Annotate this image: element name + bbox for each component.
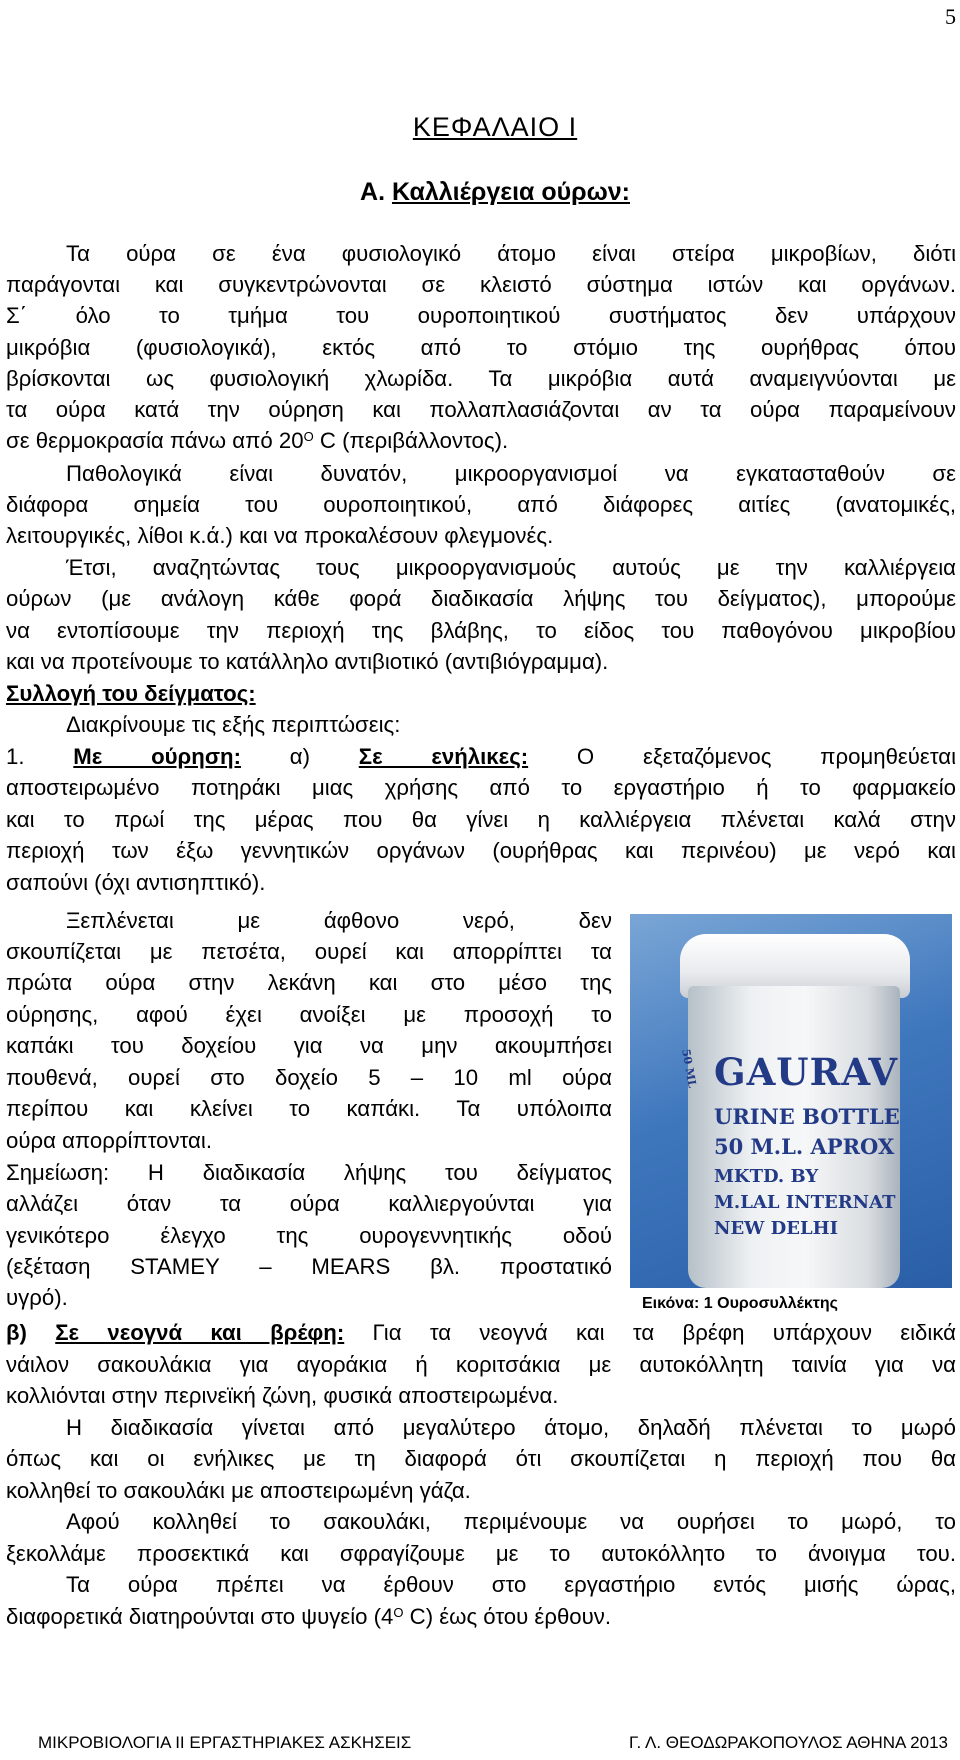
paragraph-line: να εντοπίσουμε την περιοχή της βλάβης, το είδος του παθογόνου μικροβίου	[6, 618, 956, 643]
temperature-unit: C (περιβάλλοντος).	[313, 428, 509, 453]
chapter-title: ΚΕΦΑΛΑΙΟ Ι	[412, 112, 578, 142]
paragraph-line: τα ούρα κατά την ούρηση και πολλαπλασιάζονται αν τα ούρα παραμείνουν	[6, 397, 956, 422]
paragraph-line: περιοχή των έξω γεννητικών οργάνων (ουρήθρας και περινέου) με νερό και	[6, 838, 956, 863]
paragraph-line: σαπούνι (όχι αντισηπτικό).	[6, 870, 266, 895]
subheading-sample-collection: Συλλογή του δείγματος:	[6, 681, 256, 706]
bottle-label-line: NEW DELHI	[714, 1218, 839, 1239]
section-title: Καλλιέργεια ούρων:	[391, 178, 630, 206]
paragraph-line: ξεκολλάμε προσεκτικά και σφραγίζουμε με το αυτοκόλλητο το άνοιγμα του.	[6, 1541, 956, 1566]
paragraph-line: Η διαδικασία γίνεται από μεγαλύτερο άτομο, δηλαδή πλένεται το μωρό	[66, 1415, 956, 1440]
section-prefix: Α.	[360, 178, 392, 206]
paragraph-line: λειτουργικές, λίθοι κ.ά.) και να προκαλέσουν φλεγμονές.	[6, 523, 554, 548]
fridge-text: διαφορετικά διατηρούνται στο ψυγείο (4	[6, 1604, 394, 1629]
figure-caption: Εικόνα: 1 Ουροσυλλέκτης	[642, 1295, 838, 1312]
column-line: ούρα απορρίπτονται.	[6, 1128, 212, 1153]
paragraph-line: κολλιόνται στην περινεϊκή ζώνη, φυσικά αποστειρωμένα.	[6, 1383, 559, 1408]
case-1a-heading: Σε ενήλικες:	[358, 744, 529, 769]
paragraph-line-temperature	[6, 426, 956, 456]
paragraph-line: παράγονται και συγκεντρώνονται σε κλειστό σύστημα ιστών και οργάνων.	[6, 272, 956, 297]
section-heading	[0, 178, 960, 207]
degree-mark: O	[303, 429, 314, 444]
page-number: 5	[945, 4, 956, 29]
paragraph-line: Σ΄ όλο το τμήμα του ουροποιητικού συστήματος δεν υπάρχουν	[6, 303, 956, 328]
note-line: υγρό).	[6, 1285, 68, 1310]
paragraph-line: νάιλον σακουλάκια για αγοράκια ή κοριτσάκια με αυτοκόλλητη ταινία για να	[6, 1352, 956, 1377]
bottle-brand: GAURAV	[714, 1050, 899, 1094]
case-1-text: Ο εξεταζόμενος προμηθεύεται	[528, 744, 957, 769]
paragraph-line: όπως και οι ενήλικες με τη διαφορά ότι σκουπίζεται η περιοχή που θα	[6, 1446, 956, 1471]
paragraph-line: αποστειρωμένο ποτηράκι μιας χρήσης από το εργαστήριο ή το φαρμακείο	[6, 775, 956, 800]
case-b-heading: Σε νεογνά και βρέφη:	[55, 1320, 345, 1345]
column-line: Ξεπλένεται με άφθονο νερό, δεν	[66, 908, 612, 933]
degree-mark: O	[393, 1605, 404, 1620]
column-line: σκουπίζεται με πετσέτα, ουρεί και απορρίπτει τα	[6, 939, 612, 964]
urine-container-photo	[630, 914, 952, 1288]
paragraph-line: κολληθεί το σακουλάκι με αποστειρωμένη γάζα.	[6, 1478, 471, 1503]
note-line: (εξέταση STAMEY – MEARS βλ. προστατικό	[6, 1254, 612, 1279]
bottle-label-line: URINE BOTTLE	[714, 1104, 900, 1129]
paragraph-line: μικρόβια (φυσιολογικά), εκτός από το στόμιο της ουρήθρας όπου	[6, 335, 956, 360]
paragraph-line: Τα ούρα πρέπει να έρθουν στο εργαστήριο εντός μισής ώρας,	[66, 1572, 956, 1597]
column-line: ούρησης, αφού έχει ανοίξει με προσοχή το	[6, 1002, 612, 1027]
paragraph-line: Τα ούρα σε ένα φυσιολογικό άτομο είναι στείρα μικροβίων, διότι	[66, 241, 956, 266]
case-b-text: Για τα νεογνά και τα βρέφη υπάρχουν ειδικά	[344, 1320, 956, 1345]
note-line: αλλάζει όταν τα ούρα καλλιεργούνται για	[6, 1191, 612, 1216]
paragraph-line: βρίσκονται ως φυσιολογική χλωρίδα. Τα μικρόβια αυτά αναμειγνύονται με	[6, 366, 956, 391]
paragraph-line: ούρων (με ανάλογη κάθε φορά διαδικασία λήψης του δείγματος), μπορούμε	[6, 586, 956, 611]
column-line: περίπου και κλείνει το καπάκι. Τα υπόλοιπα	[6, 1096, 612, 1121]
case-b-marker: β)	[6, 1320, 56, 1345]
note-line: γενικότερο έλεγχο της ουρογεννητικής οδού	[6, 1223, 612, 1248]
bottle-label-line: M.LAL INTERNAT	[714, 1192, 896, 1213]
note-line: Σημείωση: Η διαδικασία λήψης του δείγματος	[6, 1160, 612, 1185]
paragraph-line: Έτσι, αναζητώντας τους μικροοργανισμούς αυτούς με την καλλιέργεια	[66, 555, 956, 580]
column-line: πουθενά, ουρεί στο δοχείο 5 – 10 ml ούρα	[6, 1065, 612, 1090]
footer-author: Γ. Λ. ΘΕΟΔΩΡΑΚΟΠΟΥΛΟΣ ΑΘΗΝΑ 2013	[629, 1733, 948, 1752]
fridge-text-end: C) έως ότου έρθουν.	[403, 1604, 612, 1629]
bottle-label-line: MKTD. BY	[714, 1166, 819, 1187]
paragraph-line: και το πρωί της μέρας που θα γίνει η καλλιέργεια πλένεται καλά στην	[6, 807, 956, 832]
paragraph-line: διάφορα σημεία του ουροποιητικού, από διάφορες αιτίες (ανατομικές,	[6, 492, 956, 517]
paragraph-line: Αφού κολληθεί το σακουλάκι, περιμένουμε να ουρήσει το μωρό, το	[66, 1509, 956, 1534]
paragraph-line: και να προτείνουμε το κατάλληλο αντιβιοτικό (αντιβιόγραμμα).	[6, 649, 609, 674]
column-line: καπάκι του δοχείου για να μην ακουμπήσει	[6, 1033, 612, 1058]
footer-course: ΜΙΚΡΟΒΙΟΛΟΓΙΑ ΙΙ ΕΡΓΑΣΤΗΡΙΑΚΕΣ ΑΣΚΗΣΕΙΣ	[38, 1733, 412, 1752]
container-body	[679, 986, 900, 1288]
paragraph-line-fridge	[6, 1602, 956, 1632]
paragraph-line: Παθολογικά είναι δυνατόν, μικροοργανισμοί να εγκατασταθούν σε	[66, 461, 956, 486]
case-b-line	[6, 1318, 956, 1348]
paragraph-line: Διακρίνουμε τις εξής περιπτώσεις:	[66, 712, 401, 737]
bottle-scale-label: 50 ML	[679, 1048, 699, 1089]
case-1-heading: Με ούρηση:	[73, 744, 241, 769]
column-line: πρώτα ούρα στην λεκάνη και στο μέσο της	[6, 970, 612, 995]
case-1-sub-marker: α)	[240, 744, 359, 769]
bottle-label-line: 50 M.L. APROX	[714, 1134, 895, 1159]
case-1-line	[6, 742, 956, 772]
case-number: 1.	[6, 744, 74, 769]
page-footer	[38, 1733, 948, 1753]
temperature-text: σε θερμοκρασία πάνω από 20	[6, 428, 304, 453]
